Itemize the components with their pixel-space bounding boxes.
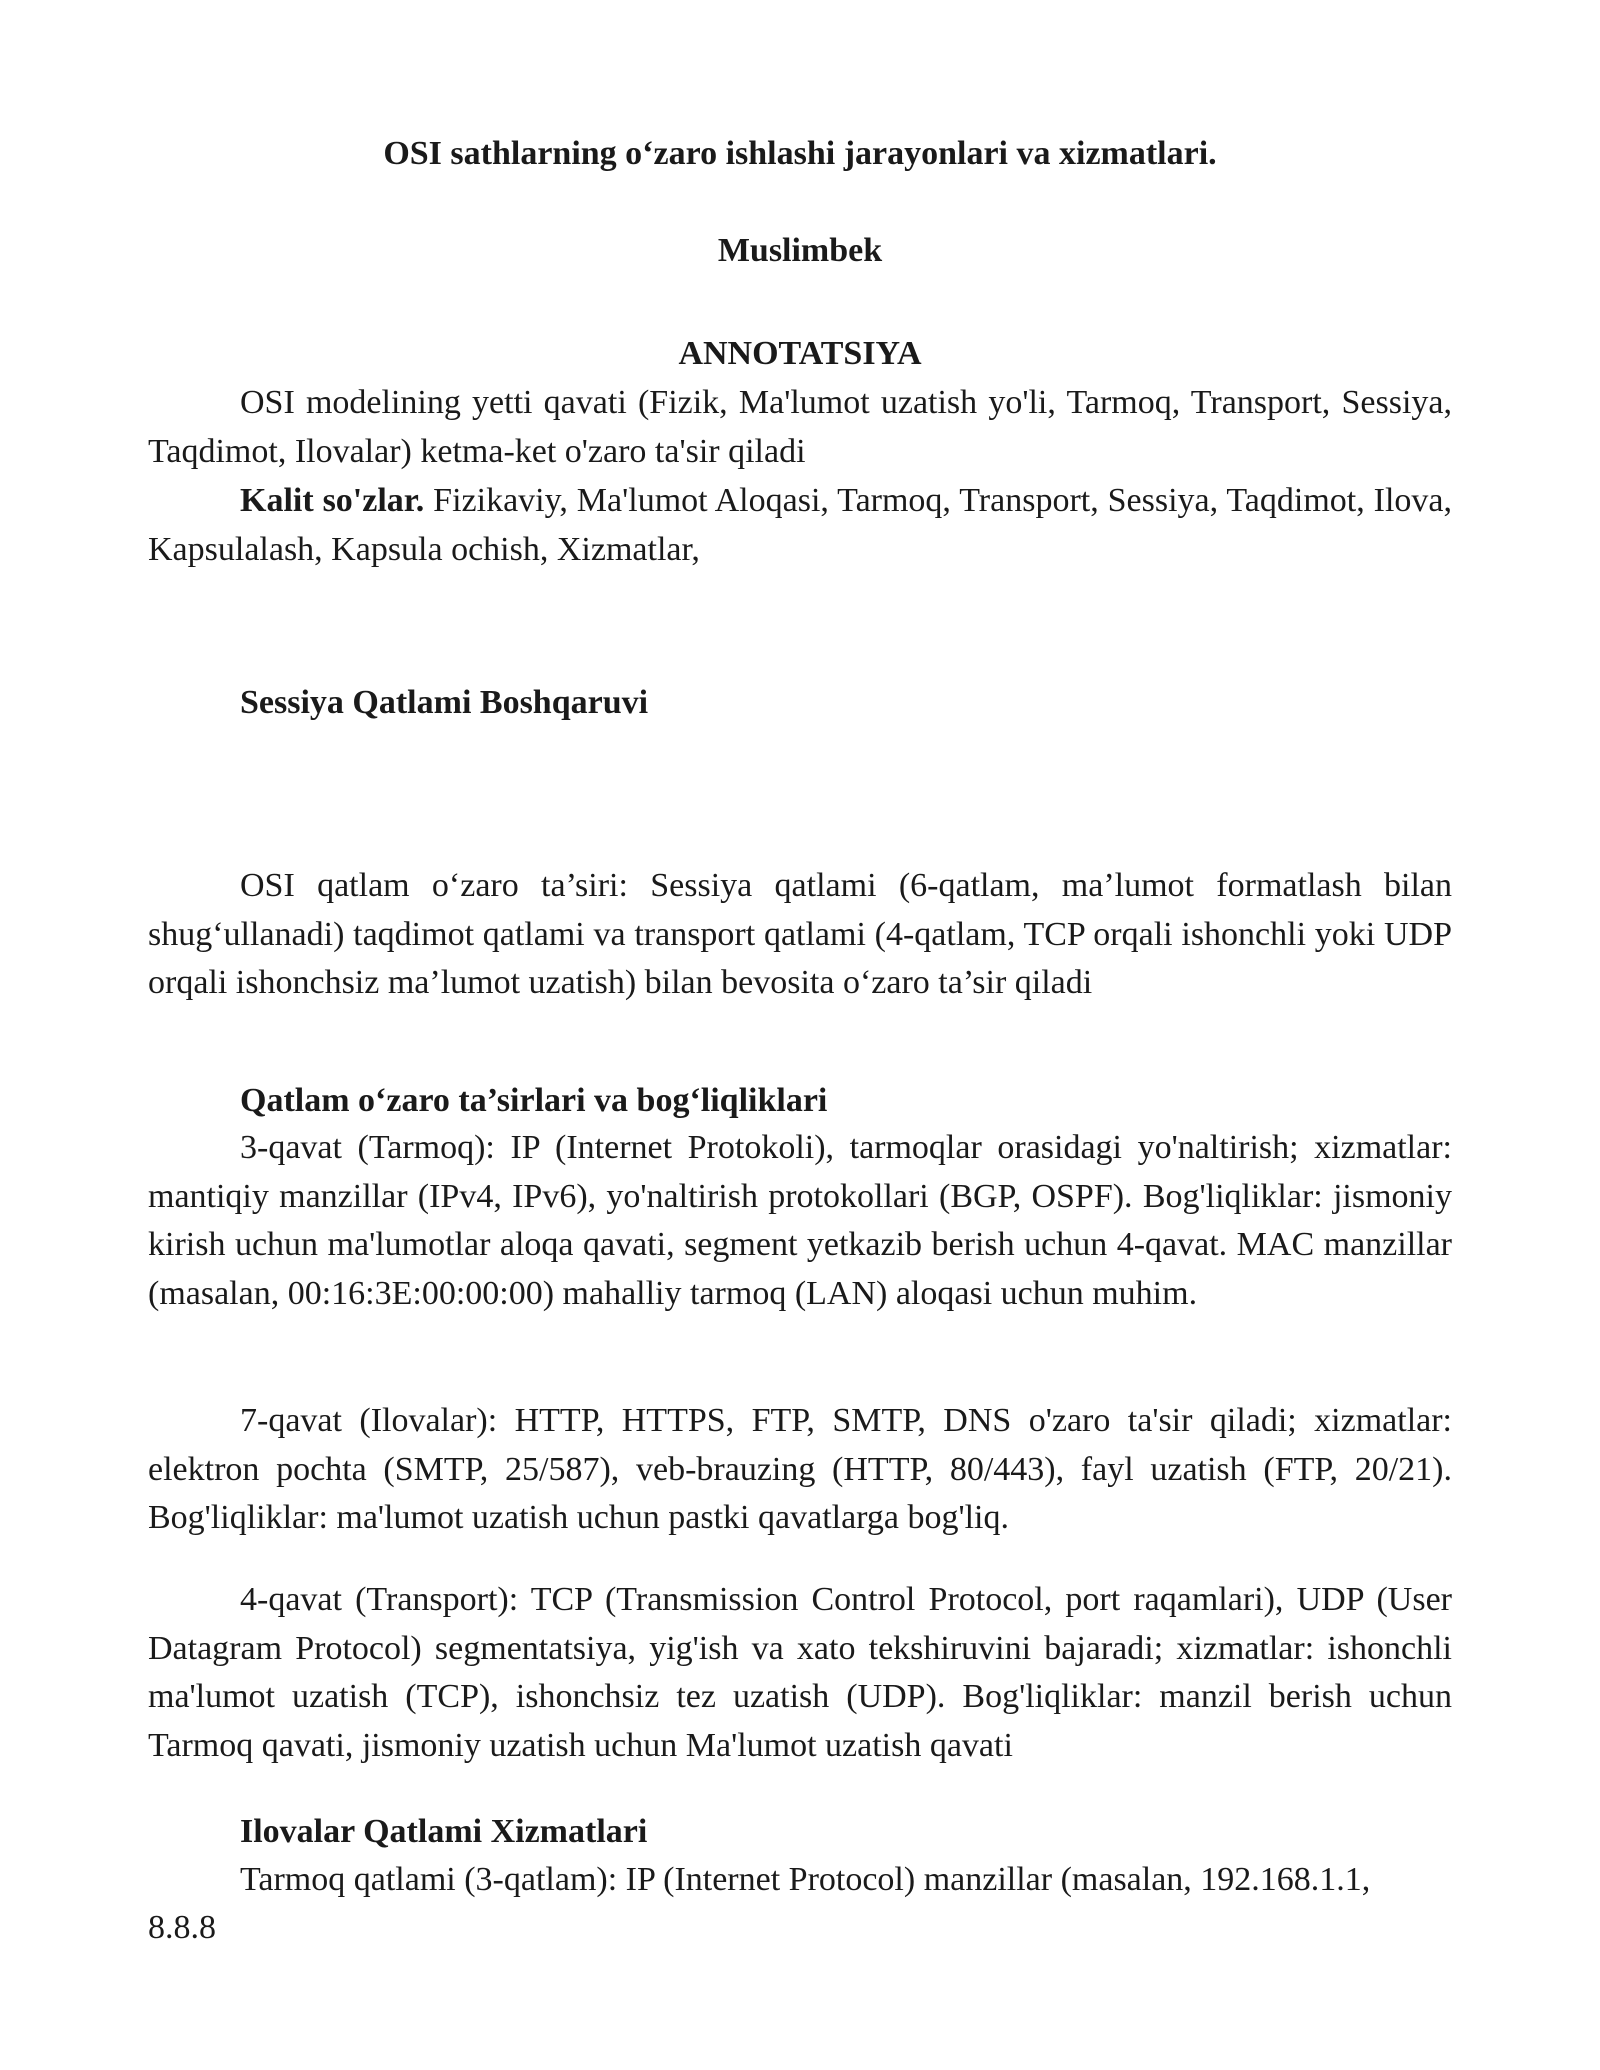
keywords-paragraph	[148, 477, 1452, 574]
layer3-paragraph: 3-qavat (Tarmoq): IP (Internet Protokoli), tarmoqlar orasidagi yo'naltirish; xizmatlar: mantiqiy manzillar (IPv4, IPv6), yo'naltirish protokollari (BGP, OSPF). Bog'liqliklar: jismoniy kirish uchun ma'lumotlar aloqa qavati, segment yetkazib berish uchun 4-qavat. MAC manzillar (masalan, 00:16:3E:00:00:00) mahalliy tarmoq (LAN) aloqasi uchun muhim.	[148, 1129, 1452, 1312]
section-heading-dependencies: Qatlam o‘zaro ta’sirlari va bog‘liqliklari	[240, 1082, 828, 1119]
section-heading-session: Sessiya Qatlami Boshqaruvi	[240, 684, 649, 721]
annotation-text: OSI modelining yetti qavati (Fizik, Ma'lumot uzatish yo'li, Tarmoq, Transport, Sessiya, Taqdimot, Ilovalar) ketma-ket o'zaro ta'sir qiladi	[148, 384, 1452, 470]
author-name: Muslimbek	[717, 232, 883, 269]
application-text-line-2: 8.8.8	[148, 1909, 216, 1946]
keywords-label: Kalit so'zlar.	[240, 482, 425, 519]
section-session-paragraph: OSI qatlam o‘zaro ta’siri: Sessiya qatlami (6-qatlam, ma’lumot formatlash bilan shug‘ullanadi) taqdimot qatlami va transport qatlami (4-qatlam, TCP orqali ishonchli yoki UDP orqali ishonchsiz ma’lumot uzatish) bilan bevosita o‘zaro ta’sir qiladi	[148, 867, 1452, 1001]
layer4-paragraph: 4-qavat (Transport): TCP (Transmission Control Protocol, port raqamlari), UDP (User Datagram Protocol) segmentatsiya, yig'ish va xato tekshiruvini bajaradi; xizmatlar: ishonchli ma'lumot uzatish (TCP), ishonchsiz tez uzatish (UDP). Bog'liqliklar: manzil berish uchun Tarmoq qavati, jismoniy uzatish uchun Ma'lumot uzatish qavati	[148, 1581, 1452, 1764]
keywords-text: Fizikaviy, Ma'lumot Aloqasi, Tarmoq, Transport, Sessiya, Taqdimot, Ilova, Kapsulalash, Kapsula ochish, Xizmatlar,	[148, 482, 1452, 568]
section-heading-application: Ilovalar Qatlami Xizmatlari	[240, 1813, 648, 1850]
document-title: OSI sathlarning o‘zaro ishlashi jarayonlari va xizmatlari.	[383, 135, 1217, 172]
application-text-line-1: Tarmoq qatlami (3-qatlam): IP (Internet Protocol) manzillar (masalan, 192.168.1.1,	[240, 1861, 1371, 1898]
layer7-paragraph: 7-qavat (Ilovalar): HTTP, HTTPS, FTP, SMTP, DNS o'zaro ta'sir qiladi; xizmatlar: elektron pochta (SMTP, 25/587), veb-brauzing (HTTP, 80/443), fayl uzatish (FTP, 20/21). Bog'liqliklar: ma'lumot uzatish uchun pastki qavatlarga bog'liq.	[148, 1402, 1452, 1536]
annotation-heading: ANNOTATSIYA	[678, 335, 922, 372]
